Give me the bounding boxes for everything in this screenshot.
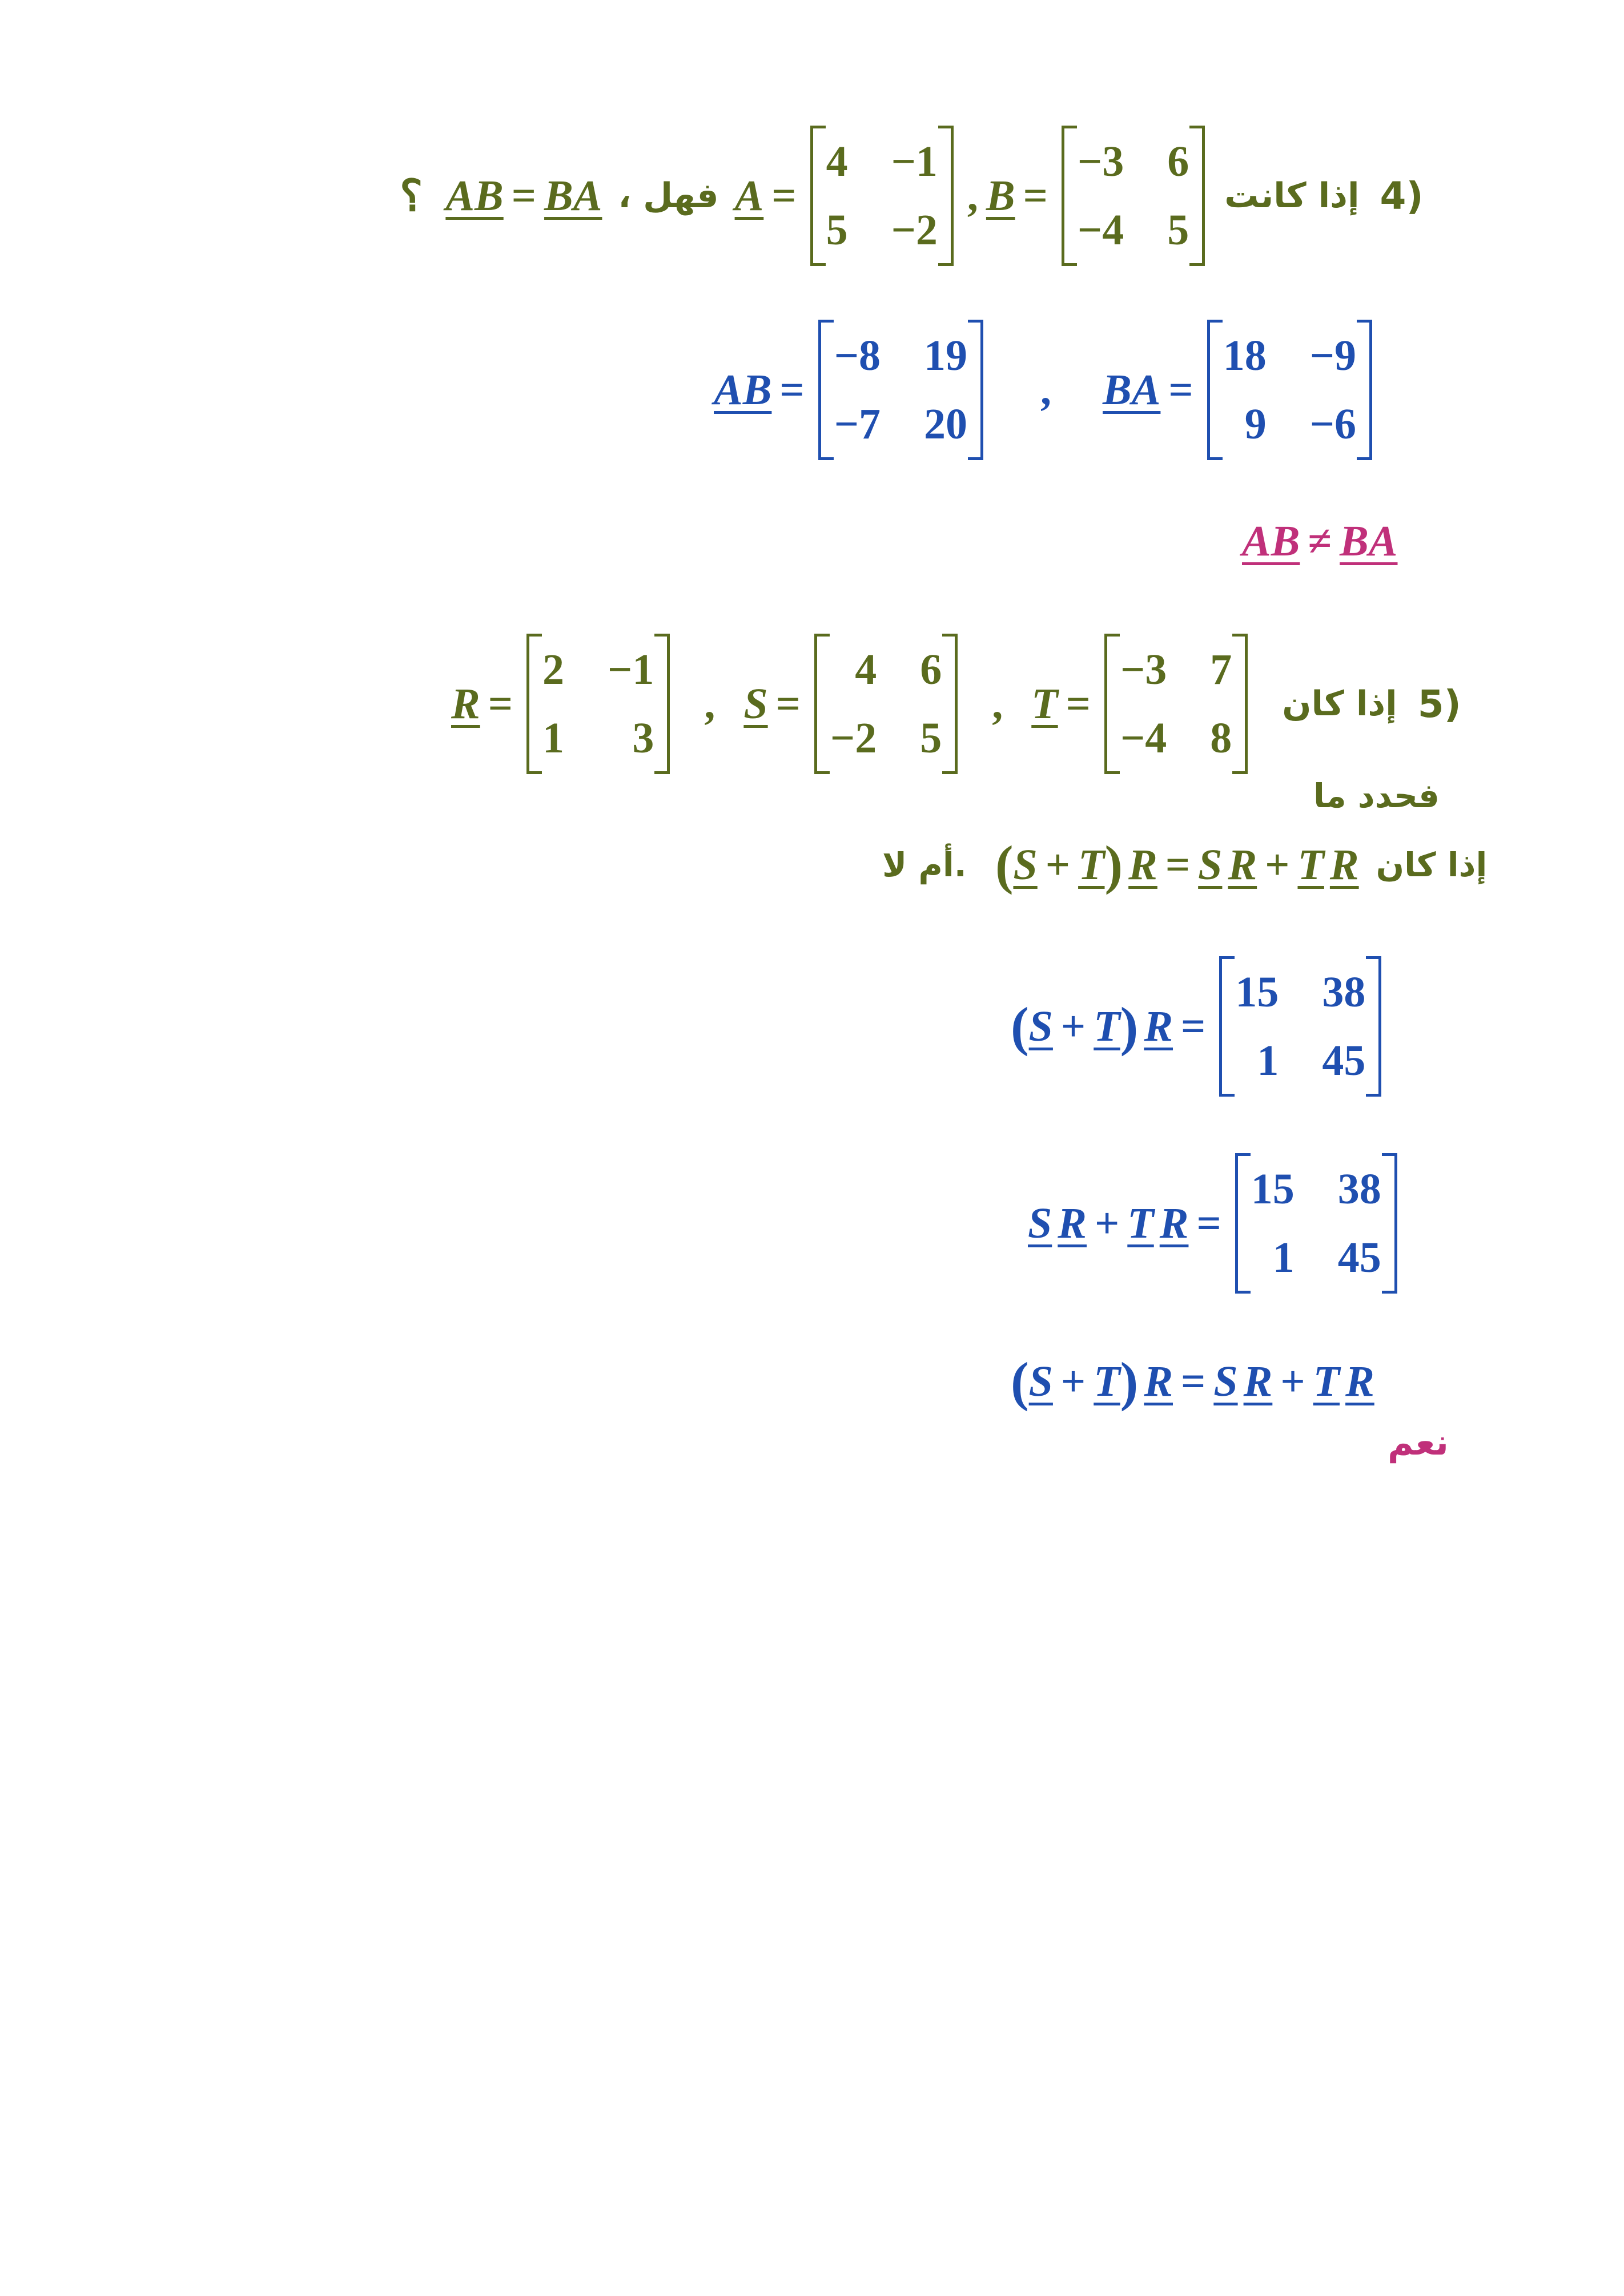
comma: ,: [992, 679, 1003, 728]
equals-sign: =: [488, 679, 513, 728]
matrix-cell: 1: [1272, 1234, 1295, 1282]
answer-5-line1: [1011, 956, 1387, 1097]
question-number: 4): [1380, 174, 1424, 218]
answer-4-matrices: [714, 320, 1378, 460]
var-t: T: [1094, 1002, 1120, 1050]
comma: ,: [1040, 365, 1052, 414]
eq-rhs: BA: [544, 171, 602, 220]
matrix-cell: −8: [834, 332, 881, 380]
answer-5-line2: [1028, 1153, 1403, 1294]
matrix-b: [1062, 126, 1205, 266]
answer-4-conclusion: [1242, 517, 1398, 566]
equals-sign: =: [1023, 171, 1048, 220]
plus-sign: +: [1265, 840, 1290, 889]
equals-sign: =: [775, 679, 801, 728]
matrix-a-label: A: [734, 171, 764, 220]
matrix-cell: −1: [891, 138, 938, 186]
matrix-cell: −7: [834, 400, 881, 449]
matrix-cell: 38: [1322, 968, 1366, 1016]
question-4: [400, 126, 1424, 266]
matrix-cell: 6: [1167, 138, 1189, 186]
var-s: S: [1013, 840, 1038, 889]
var-r: R: [1159, 1199, 1189, 1247]
var-r: R: [1228, 840, 1257, 889]
var-t: T: [1297, 840, 1324, 889]
var-r: R: [1329, 840, 1359, 889]
close-paren: ): [1120, 1351, 1139, 1412]
ba-label: BA: [1103, 365, 1161, 414]
question-text: ، فهل: [618, 176, 719, 216]
matrix-t-label: T: [1031, 679, 1058, 728]
matrix-cell: 1: [542, 714, 565, 763]
ab-label: AB: [714, 365, 772, 414]
matrix-cell: 38: [1337, 1165, 1381, 1213]
question-5-line3: [882, 833, 1487, 896]
equals-sign: =: [1196, 1199, 1221, 1247]
matrix-a: [810, 126, 954, 266]
close-paren: ): [1104, 835, 1123, 895]
matrix-r: [526, 634, 670, 774]
answer-5-line3: [1011, 1350, 1374, 1413]
comma: ,: [967, 171, 978, 220]
matrix-cell: 2: [542, 646, 565, 694]
matrix-cell: 15: [1235, 968, 1279, 1016]
equals-sign: =: [1181, 1357, 1206, 1405]
var-s: S: [1028, 1357, 1053, 1405]
matrix-cell: 20: [924, 400, 968, 449]
matrix-cell: 4: [855, 646, 877, 694]
equals-sign: =: [511, 171, 537, 220]
line3-end: أم لا.: [882, 845, 967, 884]
matrix-result-1: [1219, 956, 1381, 1097]
matrix-cell: −1: [608, 646, 654, 694]
matrix-cell: 9: [1244, 400, 1267, 449]
matrix-cell: 19: [924, 332, 968, 380]
plus-sign: +: [1060, 1002, 1086, 1050]
line3-start: إذا كان: [1376, 845, 1488, 884]
plus-sign: +: [1060, 1357, 1086, 1405]
var-s: S: [1213, 1357, 1238, 1405]
question-mark: ؟: [400, 172, 423, 221]
equals-sign: =: [1165, 840, 1191, 889]
matrix-ab: [818, 320, 983, 460]
line2-text: فحدد ما: [1313, 776, 1440, 815]
var-t: T: [1127, 1199, 1154, 1247]
equals-sign: =: [771, 171, 797, 220]
matrix-cell: −3: [1120, 646, 1167, 694]
matrix-cell: 7: [1210, 646, 1232, 694]
matrix-cell: 1: [1257, 1037, 1279, 1085]
matrix-s: [814, 634, 958, 774]
matrix-cell: 5: [920, 714, 942, 763]
matrix-cell: −4: [1120, 714, 1167, 763]
conclusion-rhs: BA: [1340, 517, 1398, 565]
comma: ,: [704, 679, 715, 728]
plus-sign: +: [1045, 840, 1071, 889]
equals-sign: =: [1066, 679, 1091, 728]
question-number: 5): [1417, 682, 1461, 726]
matrix-cell: 8: [1210, 714, 1232, 763]
var-t: T: [1078, 840, 1105, 889]
var-s: S: [1198, 840, 1223, 889]
matrix-cell: 15: [1251, 1165, 1295, 1213]
matrix-b-label: B: [986, 171, 1015, 220]
var-t: T: [1313, 1357, 1340, 1405]
matrix-cell: −4: [1077, 206, 1124, 255]
matrix-ba: [1207, 320, 1372, 460]
equals-sign: =: [1168, 365, 1193, 414]
matrix-r-label: R: [451, 679, 480, 728]
var-r: R: [1144, 1002, 1173, 1050]
matrix-cell: 18: [1223, 332, 1267, 380]
var-r: R: [1058, 1199, 1087, 1247]
yes-text: نعم: [1388, 1421, 1449, 1463]
matrix-cell: 45: [1337, 1234, 1381, 1282]
matrix-cell: −2: [830, 714, 877, 763]
open-paren: (: [1011, 1351, 1029, 1412]
matrix-cell: 5: [826, 206, 848, 255]
matrix-cell: 3: [632, 714, 654, 763]
var-t: T: [1094, 1357, 1120, 1405]
question-5-line2: [1313, 776, 1440, 815]
matrix-cell: 4: [826, 138, 848, 186]
plus-sign: +: [1280, 1357, 1305, 1405]
var-r: R: [1144, 1357, 1173, 1405]
matrix-result-2: [1235, 1153, 1397, 1294]
not-equal-sign: ≠: [1308, 517, 1332, 565]
var-s: S: [1028, 1002, 1053, 1050]
matrix-s-label: S: [743, 679, 768, 728]
matrix-cell: −6: [1309, 400, 1357, 449]
question-intro: إذا كانت: [1224, 176, 1360, 216]
equals-sign: =: [1181, 1002, 1206, 1050]
matrix-t: [1104, 634, 1248, 774]
var-r: R: [1128, 840, 1157, 889]
var-s: S: [1028, 1199, 1052, 1247]
conclusion-lhs: AB: [1242, 517, 1300, 565]
question-5: [451, 634, 1461, 774]
open-paren: (: [995, 835, 1014, 895]
eq-lhs: AB: [445, 171, 504, 220]
matrix-cell: 6: [920, 646, 942, 694]
matrix-cell: 45: [1322, 1037, 1366, 1085]
answer-5-yes: [1388, 1421, 1449, 1463]
matrix-cell: −9: [1309, 332, 1357, 380]
equals-sign: =: [779, 365, 805, 414]
matrix-cell: −3: [1077, 138, 1124, 186]
question-intro: إذا كان: [1282, 684, 1397, 724]
var-r: R: [1243, 1357, 1273, 1405]
plus-sign: +: [1094, 1199, 1120, 1247]
matrix-cell: −2: [891, 206, 938, 255]
var-r: R: [1345, 1357, 1374, 1405]
matrix-cell: 5: [1167, 206, 1189, 255]
open-paren: (: [1011, 996, 1029, 1057]
close-paren: ): [1120, 996, 1139, 1057]
